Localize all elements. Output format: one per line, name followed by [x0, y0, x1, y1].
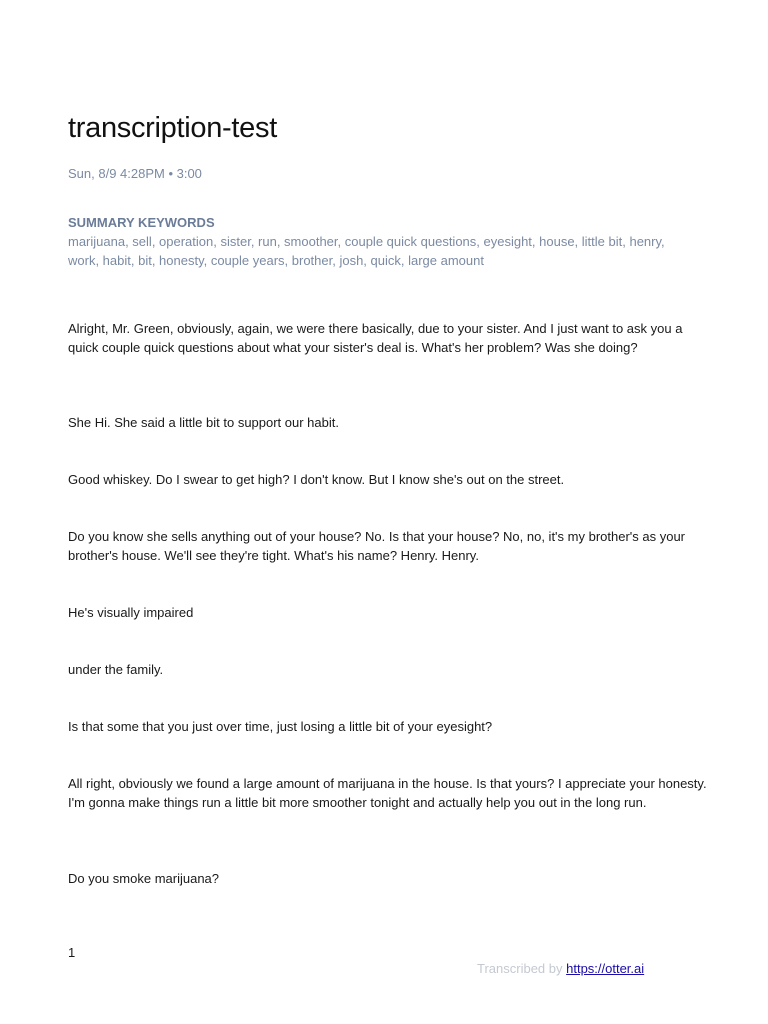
- transcript-paragraph: Good whiskey. Do I swear to get high? I don't know. But I know she's out on the street.: [68, 472, 565, 487]
- transcript-paragraph: Do you know she sells anything out of your house? No. Is that your house? No, no, it's my brother's as your brother's house. We'll see they're tight. What's his name? Henry. Henry.: [68, 529, 686, 563]
- transcript-paragraph: Alright, Mr. Green, obviously, again, we were there basically, due to your sister. And I just want to ask you a quick couple quick questions about what your sister's deal is. What's her problem? Was she doing?: [68, 321, 683, 355]
- transcript-paragraph: under the family.: [68, 662, 164, 677]
- summary-keywords: [68, 213, 688, 270]
- transcript-paragraph: He's visually impaired: [68, 605, 194, 620]
- document-meta: Sun, 8/9 4:28PM • 3:00: [68, 166, 202, 181]
- document-title: transcription-test: [68, 112, 277, 144]
- transcript-paragraph: Do you smoke marijuana?: [68, 871, 220, 886]
- otter-link[interactable]: https://otter.ai: [566, 961, 645, 976]
- keywords-heading: SUMMARY KEYWORDS: [68, 215, 215, 230]
- transcript-paragraph: Is that some that you just over time, just losing a little bit of your eyesight?: [68, 719, 493, 734]
- footer-prefix: Transcribed by: [477, 961, 567, 976]
- page-number: 1: [68, 945, 76, 960]
- transcript-paragraph: She Hi. She said a little bit to support our habit.: [68, 415, 339, 430]
- keywords-list: marijuana, sell, operation, sister, run, smoother, couple quick questions, eyesight, house, little bit, henry, work, habit, bit, honesty, couple years, brother, josh, quick, large amount: [68, 234, 665, 268]
- footer-attribution: [477, 961, 644, 976]
- transcript-paragraph: All right, obviously we found a large amount of marijuana in the house. Is that yours? I appreciate your honesty. I'm gonna make things run a little bit more smoother tonight and actually help you out in the long run.: [68, 776, 707, 810]
